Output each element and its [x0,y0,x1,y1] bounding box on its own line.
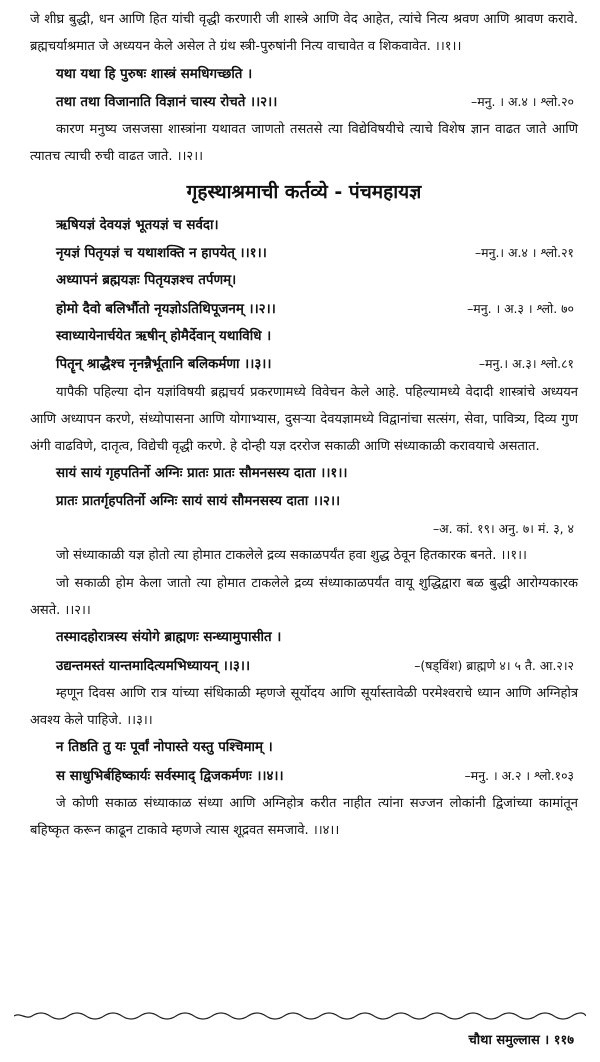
verse-text: स्वाध्यायेनार्चयेत ऋषीन् होमैर्देवान् यथाविधि । [56,328,272,344]
verse-text: स साधुभिर्बहिष्कार्यः सर्वस्माद् द्विजकर्मणः ।।४।। [56,768,284,784]
verse-7a [30,734,578,761]
verse-1b [30,88,578,116]
verse-2a [30,212,578,239]
verse-reference: –(षड्विंश) ब्राह्मणे ४। ५ तै. आ.२।२ [414,657,574,673]
verse-text: तथा तथा विजानाति विज्ञानं चास्य रोचते ।।२।। [56,94,278,110]
footer-divider [14,1012,586,1020]
verse-reference: –मनु. । अ.३ । श्लो. ७० [467,300,574,316]
verse-text: तस्मादहोरात्रस्य संयोगे ब्राह्मणः सन्ध्यामुपासीत । [56,630,282,646]
verse-text: ऋषियज्ञं देवयज्ञं भूतयज्ञं च सर्वदा। [56,217,219,233]
verse-reference: –मनु.। अ.४ । श्लो.२१ [474,245,574,261]
paragraph-1: जे शीघ्र बुद्धी, धन आणि हित यांची वृद्धी करणारी जी शास्त्रे आणि वेद आहेत, त्यांचे नित्य श्रवण आणि श्रावण करावे. ब्रह्मचर्याश्रमात जे अध्ययन केले असेल ते ग्रंथ स्त्री-पुरुषांनी नित्य वाचावेत व शिकवावेत. ।।१।। [30,12,578,55]
verse-reference: –मनु.। अ.३। श्लो.८१ [478,356,574,372]
verse-3b [30,295,578,323]
verse-reference: –मनु. । अ.४ । श्लो.२० [471,93,574,109]
paragraph-3: यापैकी पहिल्या दोन यज्ञांविषयी ब्रह्मचर्य प्रकरणामध्ये विवेचन केले आहे. पहिल्यामध्ये वेदादी शास्त्रांचे अध्ययन आणि अध्यापन करणे, संध्योपासना आणि योगाभ्यास, दुसऱ्या देवयज्ञामध्ये विद्वानांचा सत्संग, सेवा, पावित्र्य, दिव्य गुण अंगी वाढविणे, दातृत्व, विद्येची वृद्धी करणे. हे दोन्ही यज्ञ दररोज सकाळी आणि संध्याकाळी करावयाचे असतात. [30,384,578,455]
verse-3a [30,267,578,294]
verse-7b [30,762,578,790]
paragraph-4: जो संध्याकाळी यज्ञ होतो त्या होमात टाकलेले द्रव्य सकाळपर्यंत हवा शुद्ध ठेवून हितकारक बनते. ।।१।। [56,548,527,564]
verse-1a [30,61,578,88]
verse-reference: –अ. कां. १९। अनु. ७। मं. ३, ४ [432,521,574,537]
verse-reference: –मनु. । अ.२ । श्लो.१०३ [464,767,574,783]
paragraph-7: जे कोणी सकाळ संध्याकाळ संध्या आणि अग्निहोत्र करीत नाहीत त्यांना सज्जन लोकांनी द्विजांच्या कामांतून बहिष्कृत करून काढून टाकावे म्हणजे त्यास शूद्रवत समजावे. ।।४।। [30,796,578,839]
verse-text: यथा यथा हि पुरुषः शास्त्रं समधिगच्छति । [56,66,253,82]
verse-text: पितॄन् श्राद्धैश्च नृनन्नैर्भूतानि बलिकर्मणा ।।३।। [56,357,272,373]
verse-6a [30,624,578,651]
verse-5a [30,460,578,487]
text-column [30,6,578,845]
verse-4a [30,323,578,350]
verse-4b [30,350,578,378]
paragraph-2: कारण मनुष्य जसजसा शास्त्रांना यथावत जाणतो तसतसे त्या विद्येविषयीचे त्याचे विशेष ज्ञान वाढत जाते आणि त्यातच त्याची रुची वाढत जाते. ।।२।। [30,122,578,165]
verse-6b [30,652,578,680]
verse-text: होमो दैवो बलिर्भौतो नृयज्ञोऽतिथिपूजनम् ।।२।। [56,301,276,317]
verse-2b [30,239,578,267]
paragraph-6: म्हणून दिवस आणि रात्र यांच्या संधिकाळी म्हणजे सूर्योदय आणि सूर्यास्तावेळी परमेश्वराचे ध्यान आणि अग्निहोत्र अवश्य केले पाहिजे. ।।३।। [30,685,578,729]
verse-text: न तिष्ठति तु यः पूर्वां नोपास्ते यस्तु पश्चिमाम् । [56,740,273,756]
section-heading: गृहस्थाश्रमाची कर्तव्ये - पंचमहायज्ञ [186,180,422,203]
verse-text: प्रातः प्रातर्गृहपतिर्नो अग्निः सायं सायं सौमनसस्य दाता ।।२।। [56,493,341,509]
verse-text: उद्यन्तमस्तं यान्तमादित्यमभिध्यायन् ।।३।। [56,658,251,674]
paragraph-5: जो सकाळी होम केला जातो त्या होमात टाकलेले द्रव्य संध्याकाळपर्यंत वायू शुद्धिद्वारा बळ बुद्धी आरोग्यकारक असते. ।।२।। [30,575,578,618]
verse-text: अध्यापनं ब्रह्मयज्ञः पितृयज्ञश्च तर्पणम्। [56,273,237,289]
verse-text: सायं सायं गृहपतिर्नो अग्निः प्रातः प्रातः सौमनसस्य दाता ।।१।। [56,466,348,482]
verse-text: नृयज्ञं पितृयज्ञं च यथाशक्ति न हापयेत् ।।१।। [56,246,267,262]
page-footer: चौथा समुल्लास । ११७ [468,1033,574,1048]
verse-5b [30,488,578,515]
